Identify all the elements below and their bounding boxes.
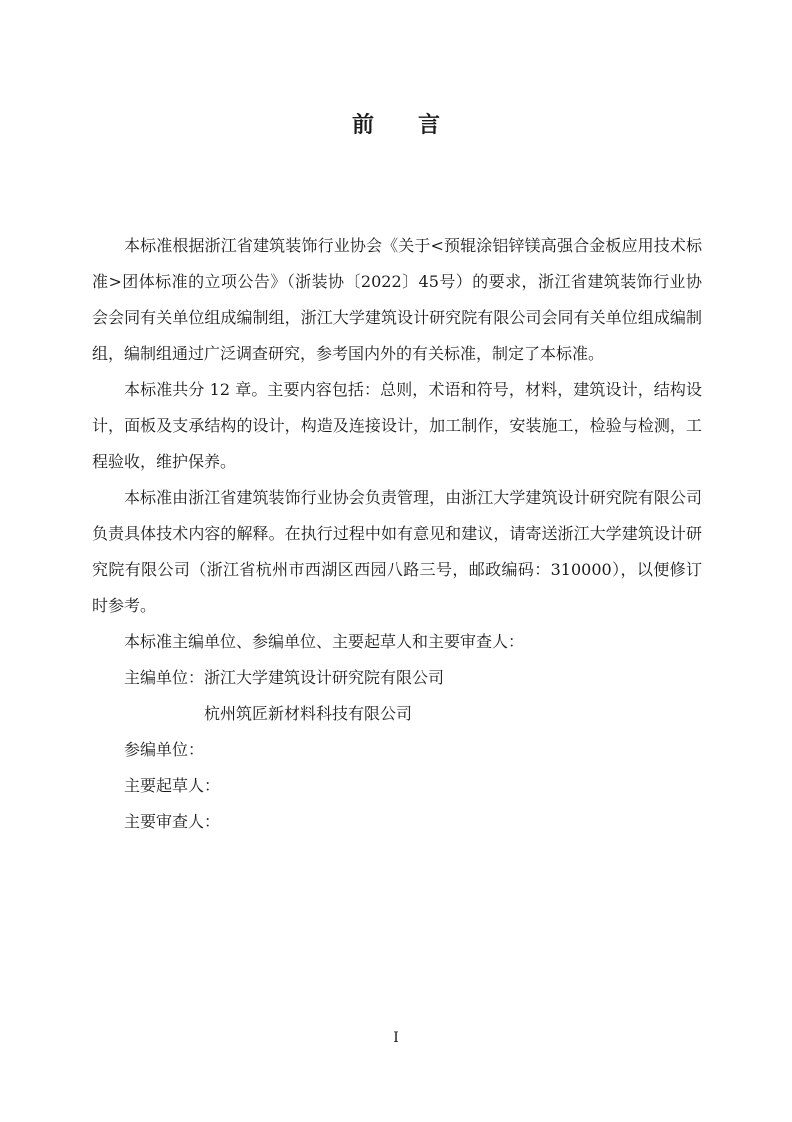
- title-char-2: 言: [418, 113, 441, 138]
- paragraph-contents: 本标准共分 12 章。主要内容包括：总则，术语和符号，材料，建筑设计，结构设计，面板及支承结构的设计，构造及连接设计，加工制作，安装施工，检验与检测，工程验收，维护保养。: [92, 380, 702, 471]
- paragraph-management: 本标准由浙江省建筑装饰行业协会负责管理，由浙江大学建筑设计研究院有限公司负责具体技术内容的解释。在执行过程中如有意见和建议，请寄送浙江大学建筑设计研究院有限公司（浙江省杭州市西湖区西园八路三号，邮政编码：310000），以便修订时参考。: [92, 488, 702, 615]
- main-drafters-label: 主要起草人：: [124, 776, 221, 795]
- preface-body: [92, 228, 702, 624]
- main-reviewers-label: 主要审查人：: [124, 812, 221, 831]
- chief-editor-label: 主编单位：: [124, 668, 205, 687]
- page-number: I: [393, 1030, 399, 1046]
- title-char-1: 前: [351, 113, 374, 138]
- paragraph-basis: 本标准根据浙江省建筑装饰行业协会《关于<预辊涂铝锌镁高强合金板应用技术标准>团体标准的立项公告》（浙装协〔2022〕45号）的要求，浙江省建筑装饰行业协会会同有关单位组成编制组，浙江大学建筑设计研究院有限公司会同有关单位组成编制组，编制组通过广泛调查研究，参考国内外的有关标准，制定了本标准。: [92, 236, 702, 363]
- chief-editor-line: [124, 660, 444, 696]
- page-title: [0, 108, 792, 139]
- participating-units-label: 参编单位：: [124, 740, 205, 759]
- chief-editor-unit-1: 浙江大学建筑设计研究院有限公司: [204, 668, 445, 687]
- chief-editor-unit-2: 杭州筑匠新材料科技有限公司: [204, 704, 413, 723]
- units-intro: 本标准主编单位、参编单位、主要起草人和主要审查人：: [124, 632, 525, 651]
